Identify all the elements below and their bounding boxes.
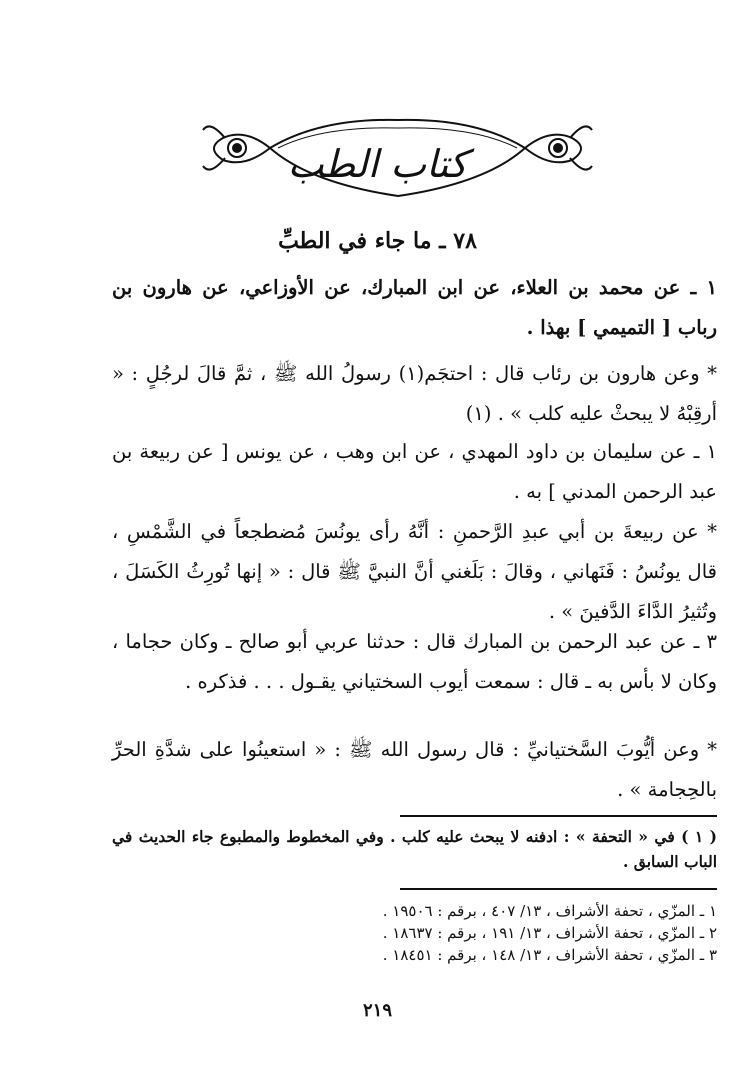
chapter-heading: ٧٨ ـ ما جاء في الطبِّ bbox=[278, 228, 477, 254]
book-title: كتاب الطب bbox=[287, 142, 468, 186]
footnote: ( ١ ) في « التحفة » : ادفنه لا يبحث عليه كلب . وفي المخطوط والمطبوع جاء الحديث في الباب السابق . bbox=[112, 827, 718, 871]
hadith-chain-1: ١ ـ عن محمد بن العلاء، عن ابن المبارك، عن الأوزاعي، عن هارون بن رباب [ التميمي ] بهذا . bbox=[112, 276, 717, 339]
hadith-text-2: * عن ربيعةَ بن أبي عبدِ الرَّحمنِ : أنَّهُ رأى يونُسَ مُضطجعاً في الشَّمْسِ ، قال يونُسُ : فَنَهاني ، وقالَ : بَلَغني أنَّ النبيَّ ﷺ قال : « إنها تُورِثُ الكَسَلَ ، وتُثيرُ الدَّاءَ الدَّفينَ » . bbox=[112, 520, 717, 623]
hadith-text-3: * وعن أيُّوبَ السَّختيانيِّ : قال رسول الله ﷺ : « استعينُوا على شدَّةِ الحرِّ بالحِجامة » . bbox=[112, 738, 717, 801]
source-line-1: ١ ـ المزّي ، تحفة الأشراف ، ١٣/ ٤٠٧ ، برقم : ١٩٥٠٦ . bbox=[382, 902, 717, 920]
hadith-chain-3: ٣ ـ عن عبد الرحمن بن المبارك قال : حدثنا عربي أبو صالح ـ وكان حجاما ، وكان لا بأس به ـ قال : سمعت أيوب السختياني يقـول . . . فذكره . bbox=[112, 630, 717, 693]
hadith-text-1: * وعن هارون بن رئاب قال : احتجَم(١) رسولُ الله ﷺ ، ثمَّ قالَ لرجُلٍ : « أرقِبْهُ لا يبحثْ عليه كلب » . (١) bbox=[112, 362, 717, 425]
source-line-2: ٢ ـ المزّي ، تحفة الأشراف ، ١٣/ ١٩١ ، برقم : ١٨٦٣٧ . bbox=[382, 924, 717, 942]
footnote-divider bbox=[400, 815, 717, 817]
source-line-3: ٣ ـ المزّي ، تحفة الأشراف ، ١٣/ ١٤٨ ، برقم : ١٨٤٥١ . bbox=[382, 946, 717, 964]
page-number: ٢١٩ bbox=[362, 1000, 392, 1021]
sources-divider bbox=[400, 888, 717, 890]
hadith-chain-2: ١ ـ عن سليمان بن داود المهدي ، عن ابن وهب ، عن يونس [ عن ربيعة بن عبد الرحمن المدني ] به . bbox=[112, 440, 717, 503]
